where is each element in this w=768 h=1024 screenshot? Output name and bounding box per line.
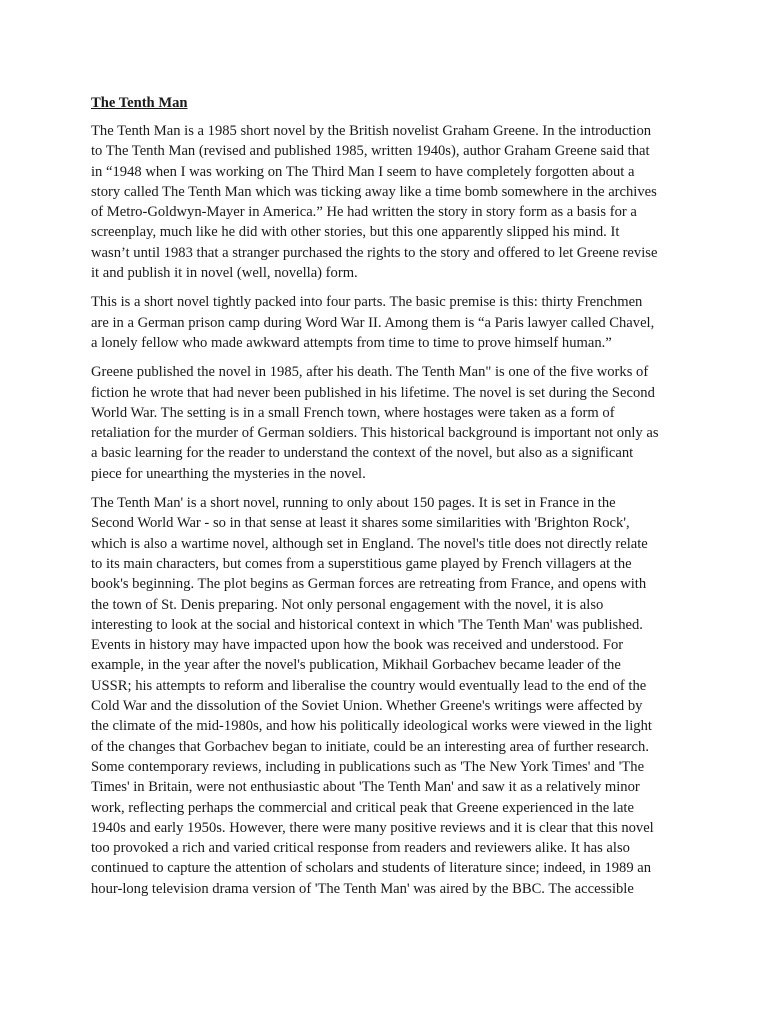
text-line: the town of St. Denis preparing. Not only personal engagement with the novel, it is also — [91, 596, 604, 613]
paragraph-2 — [91, 292, 681, 353]
text-line: The Tenth Man' is a short novel, running to only about 150 pages. It is set in France in the — [91, 495, 616, 512]
document-body — [91, 121, 681, 899]
text-line: The Tenth Man is a 1985 short novel by the British novelist Graham Greene. In the introduction — [91, 123, 652, 139]
text-line: Events in history may have impacted upon how the book was received and understood. For — [91, 637, 624, 654]
text-line: a lonely fellow who made awkward attempts from time to time to prove himself human.” — [91, 334, 612, 351]
text-line: too provoked a rich and varied critical response from readers and reviewers alike. It has also — [91, 840, 630, 857]
text-line: example, in the year after the novel's publication, Mikhail Gorbachev became leader of the — [91, 657, 621, 674]
text-line: This is a short novel tightly packed into four parts. The basic premise is this: thirty Frenchmen — [91, 294, 643, 311]
text-line: piece for unearthing the mysteries in the novel. — [91, 465, 366, 482]
text-line: of Metro-Goldwyn-Mayer in America.” He had written the story in story form as a basis for a — [91, 204, 637, 221]
text-line: interesting to look at the social and historical context in which 'The Tenth Man' was published. — [91, 616, 643, 633]
text-line: a basic learning for the reader to understand the context of the novel, but also as a significant — [91, 445, 634, 462]
text-line: of the changes that Gorbachev began to initiate, could be an interesting area of further research. — [91, 738, 649, 755]
paragraph-1 — [91, 121, 681, 283]
text-line: Greene published the novel in 1985, after his death. The Tenth Man" is one of the five works of — [91, 364, 649, 381]
text-line: wasn’t until 1983 that a stranger purchased the rights to the story and offered to let Greene revise — [91, 244, 658, 261]
text-line: story called The Tenth Man which was ticking away like a time bomb somewhere in the archives — [91, 183, 657, 200]
text-line: it and publish it in novel (well, novella) form. — [91, 265, 358, 282]
document-page — [91, 93, 681, 908]
text-line: fiction he wrote that had never been published in his lifetime. The novel is set during the Second — [91, 384, 655, 401]
text-line: Some contemporary reviews, including in publications such as 'The New York Times' and 'The — [91, 758, 645, 775]
text-line: 1940s and early 1950s. However, there were many positive reviews and it is clear that this novel — [91, 819, 654, 836]
text-line: continued to capture the attention of scholars and students of literature since; indeed, in 1989 an — [91, 860, 652, 877]
document-title: The Tenth Man — [91, 95, 188, 111]
text-line: Cold War and the dissolution of the Soviet Union. Whether Greene's writings were affected by — [91, 698, 643, 715]
text-line: Second World War - so in that sense at least it shares some similarities with 'Brighton Rock', — [91, 515, 630, 532]
text-line: retaliation for the murder of German soldiers. This historical background is important not only as — [91, 425, 659, 442]
text-line: are in a German prison camp during Word War II. Among them is “a Paris lawyer called Chavel, — [91, 314, 655, 331]
text-line: in “1948 when I was working on The Third Man I seem to have completely forgotten about a — [91, 163, 635, 180]
text-line: work, reflecting perhaps the commercial and critical peak that Greene experienced in the late — [91, 799, 634, 816]
text-line: hour-long television drama version of 'The Tenth Man' was aired by the BBC. The accessible — [91, 880, 634, 897]
text-line: book's beginning. The plot begins as German forces are retreating from France, and opens with — [91, 576, 647, 593]
text-line: screenplay, much like he did with other stories, but this one apparently slipped his mind. It — [91, 224, 620, 241]
paragraph-4 — [91, 493, 681, 899]
text-line: the climate of the mid-1980s, and how his politically ideological works were viewed in the light — [91, 718, 652, 735]
text-line: World War. The setting is in a small French town, where hostages were taken as a form of — [91, 404, 615, 421]
text-line: USSR; his attempts to reform and liberalise the country would eventually lead to the end of the — [91, 677, 647, 694]
text-line: which is also a wartime novel, although set in England. The novel's title does not directly relate — [91, 535, 648, 552]
paragraph-3 — [91, 362, 681, 484]
text-line: to its main characters, but comes from a superstitious game played by French villagers at the — [91, 555, 632, 572]
text-line: Times' in Britain, were not enthusiastic about 'The Tenth Man' and saw it as a relatively minor — [91, 779, 640, 796]
text-line: to The Tenth Man (revised and published 1985, written 1940s), author Graham Greene said that — [91, 143, 650, 160]
